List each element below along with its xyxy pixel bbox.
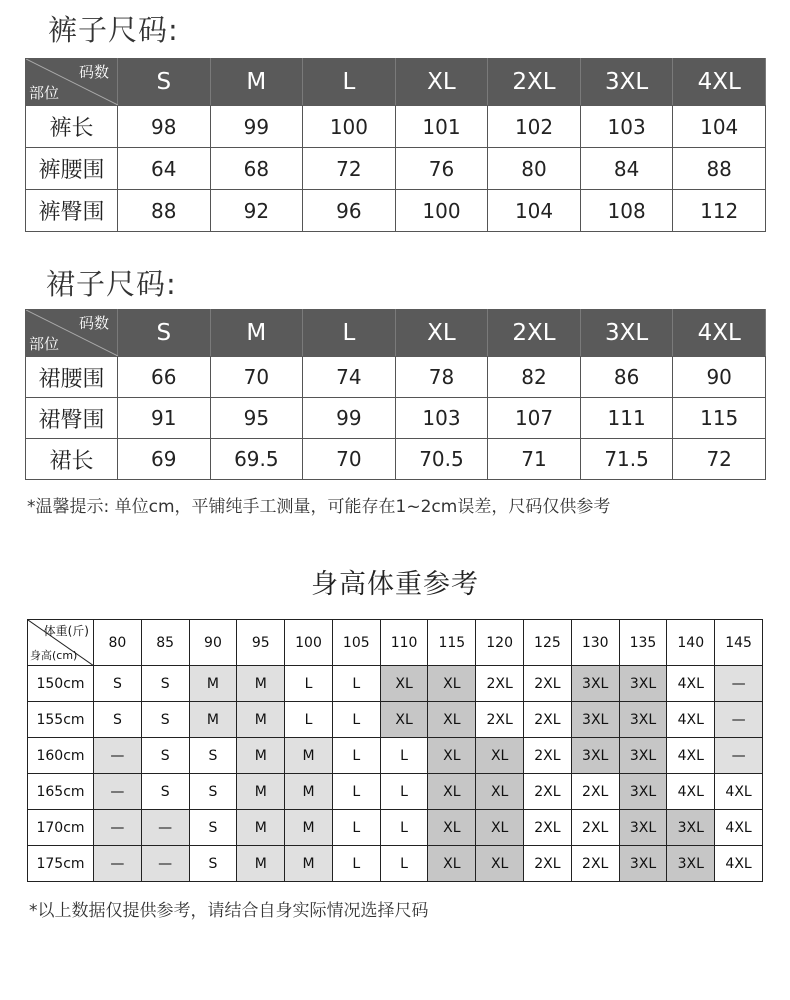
size-header: L (303, 310, 396, 357)
table-cell: 107 (488, 398, 581, 439)
size-header: 4XL (673, 59, 766, 106)
table-cell: 99 (303, 398, 396, 439)
table-cell: 69.5 (210, 439, 303, 480)
corner-part-label: 部位 (29, 84, 60, 102)
size-cell: S (189, 846, 237, 882)
size-cell: S (141, 738, 189, 774)
size-cell: L (380, 738, 428, 774)
table-cell: 95 (210, 398, 303, 439)
size-cell: M (237, 774, 285, 810)
size-header: 2XL (488, 59, 581, 106)
size-header: M (210, 59, 303, 106)
weight-header: 120 (476, 620, 524, 666)
size-cell: — (94, 774, 142, 810)
table-cell: 70 (303, 439, 396, 480)
table-cell: 101 (395, 106, 488, 148)
weight-header: 115 (428, 620, 476, 666)
pants-corner-cell (26, 59, 118, 106)
table-row (28, 738, 763, 774)
size-cell: S (141, 774, 189, 810)
weight-header: 95 (237, 620, 285, 666)
size-header: 4XL (673, 310, 766, 357)
skirt-size-table (25, 309, 766, 480)
table-cell: 69 (118, 439, 211, 480)
size-cell: L (380, 846, 428, 882)
size-header: XL (395, 59, 488, 106)
size-cell: L (380, 774, 428, 810)
table-cell: 96 (303, 190, 396, 232)
table-cell: 72 (673, 439, 766, 480)
size-cell: XL (428, 810, 476, 846)
size-cell: XL (476, 774, 524, 810)
size-cell: M (237, 702, 285, 738)
size-cell: 4XL (715, 846, 763, 882)
size-cell: — (94, 738, 142, 774)
size-cell: 4XL (667, 666, 715, 702)
reference-note: *以上数据仅提供参考，请结合自身实际情况选择尺码 (29, 901, 429, 921)
height-label: 170cm (28, 810, 94, 846)
table-cell: 76 (395, 148, 488, 190)
size-cell: — (94, 810, 142, 846)
size-cell: 3XL (619, 666, 667, 702)
size-cell: XL (380, 666, 428, 702)
corner-part-label: 部位 (29, 335, 60, 353)
size-cell: L (332, 846, 380, 882)
size-cell: M (237, 810, 285, 846)
size-header: 3XL (580, 59, 673, 106)
size-header: XL (395, 310, 488, 357)
table-cell: 102 (488, 106, 581, 148)
table-row (26, 106, 766, 148)
size-cell: L (332, 738, 380, 774)
table-cell: 82 (488, 357, 581, 398)
size-header: S (118, 310, 211, 357)
table-cell: 104 (673, 106, 766, 148)
table-cell: 104 (488, 190, 581, 232)
size-cell: 2XL (524, 738, 572, 774)
size-cell: L (332, 810, 380, 846)
size-cell: XL (428, 666, 476, 702)
ref-corner-cell (28, 620, 94, 666)
row-label: 裙腰围 (26, 357, 118, 398)
height-weight-table (27, 619, 763, 882)
size-cell: XL (428, 702, 476, 738)
table-cell: 99 (210, 106, 303, 148)
size-cell: XL (428, 774, 476, 810)
height-label: 165cm (28, 774, 94, 810)
size-cell: 3XL (571, 702, 619, 738)
table-row (28, 666, 763, 702)
size-cell: S (141, 702, 189, 738)
weight-header: 140 (667, 620, 715, 666)
size-cell: 2XL (476, 666, 524, 702)
table-cell: 68 (210, 148, 303, 190)
weight-header: 135 (619, 620, 667, 666)
size-cell: M (285, 774, 333, 810)
size-header: S (118, 59, 211, 106)
row-label: 裤长 (26, 106, 118, 148)
table-row (26, 398, 766, 439)
size-cell: S (94, 702, 142, 738)
size-cell: 3XL (619, 810, 667, 846)
size-cell: 3XL (571, 738, 619, 774)
size-cell: 2XL (524, 810, 572, 846)
pants-header-row (26, 59, 766, 106)
size-cell: 2XL (571, 846, 619, 882)
table-cell: 71 (488, 439, 581, 480)
size-cell: — (715, 702, 763, 738)
size-cell: — (141, 810, 189, 846)
pants-size-table (25, 58, 766, 232)
table-row (28, 846, 763, 882)
table-cell: 84 (580, 148, 673, 190)
size-cell: XL (476, 846, 524, 882)
skirt-header-row (26, 310, 766, 357)
table-cell: 66 (118, 357, 211, 398)
table-cell: 115 (673, 398, 766, 439)
weight-header: 90 (189, 620, 237, 666)
table-cell: 100 (395, 190, 488, 232)
size-cell: S (141, 666, 189, 702)
height-label: 175cm (28, 846, 94, 882)
size-cell: S (189, 810, 237, 846)
size-cell: — (94, 846, 142, 882)
size-cell: L (380, 810, 428, 846)
size-cell: 3XL (619, 774, 667, 810)
size-cell: M (285, 846, 333, 882)
table-cell: 98 (118, 106, 211, 148)
size-cell: 4XL (715, 810, 763, 846)
weight-header: 130 (571, 620, 619, 666)
height-label: 160cm (28, 738, 94, 774)
table-cell: 70 (210, 357, 303, 398)
size-cell: 4XL (667, 738, 715, 774)
table-cell: 70.5 (395, 439, 488, 480)
size-cell: M (285, 810, 333, 846)
size-cell: M (237, 738, 285, 774)
table-cell: 100 (303, 106, 396, 148)
table-cell: 108 (580, 190, 673, 232)
size-cell: XL (476, 810, 524, 846)
table-cell: 92 (210, 190, 303, 232)
size-cell: 2XL (571, 774, 619, 810)
weight-header: 110 (380, 620, 428, 666)
table-row (26, 439, 766, 480)
row-label: 裙长 (26, 439, 118, 480)
size-cell: XL (476, 738, 524, 774)
weight-header: 85 (141, 620, 189, 666)
corner-weight-label: 体重(斤) (43, 624, 89, 638)
size-cell: — (715, 738, 763, 774)
size-cell: S (189, 774, 237, 810)
weight-header: 145 (715, 620, 763, 666)
size-cell: 4XL (667, 702, 715, 738)
size-cell: 3XL (667, 810, 715, 846)
size-header: 2XL (488, 310, 581, 357)
size-header: 3XL (580, 310, 673, 357)
size-cell: 3XL (619, 738, 667, 774)
size-cell: 2XL (524, 666, 572, 702)
pants-size-title: 裤子尺码: (48, 13, 179, 47)
size-cell: L (332, 666, 380, 702)
size-cell: S (94, 666, 142, 702)
table-cell: 80 (488, 148, 581, 190)
table-cell: 112 (673, 190, 766, 232)
size-header: M (210, 310, 303, 357)
size-cell: 3XL (667, 846, 715, 882)
table-cell: 111 (580, 398, 673, 439)
table-row (28, 774, 763, 810)
row-label: 裤腰围 (26, 148, 118, 190)
size-cell: 4XL (667, 774, 715, 810)
size-cell: 2XL (524, 774, 572, 810)
size-cell: S (189, 738, 237, 774)
size-cell: L (332, 774, 380, 810)
size-cell: XL (428, 738, 476, 774)
table-row (26, 148, 766, 190)
height-label: 150cm (28, 666, 94, 702)
table-cell: 88 (673, 148, 766, 190)
size-cell: 3XL (619, 846, 667, 882)
table-cell: 86 (580, 357, 673, 398)
weight-header: 80 (94, 620, 142, 666)
table-cell: 88 (118, 190, 211, 232)
table-cell: 103 (580, 106, 673, 148)
size-cell: 2XL (571, 810, 619, 846)
row-label: 裙臀围 (26, 398, 118, 439)
table-cell: 71.5 (580, 439, 673, 480)
corner-height-label: 身高(cm) (30, 649, 78, 662)
size-cell: M (189, 702, 237, 738)
size-cell: 2XL (476, 702, 524, 738)
size-cell: 4XL (715, 774, 763, 810)
table-cell: 74 (303, 357, 396, 398)
height-weight-title: 身高体重参考 (311, 569, 479, 600)
table-cell: 72 (303, 148, 396, 190)
height-label: 155cm (28, 702, 94, 738)
table-row (28, 810, 763, 846)
size-cell: XL (380, 702, 428, 738)
size-cell: XL (428, 846, 476, 882)
table-cell: 103 (395, 398, 488, 439)
corner-size-label: 码数 (78, 63, 109, 81)
size-header: L (303, 59, 396, 106)
table-cell: 78 (395, 357, 488, 398)
size-cell: L (332, 702, 380, 738)
size-cell: M (237, 846, 285, 882)
size-cell: — (141, 846, 189, 882)
size-cell: 3XL (571, 666, 619, 702)
table-cell: 90 (673, 357, 766, 398)
table-row (28, 702, 763, 738)
table-cell: 64 (118, 148, 211, 190)
weight-header: 100 (285, 620, 333, 666)
row-label: 裤臀围 (26, 190, 118, 232)
skirt-corner-cell (26, 310, 118, 357)
weight-header: 125 (524, 620, 572, 666)
size-cell: L (285, 702, 333, 738)
skirt-size-title: 裙子尺码: (46, 267, 177, 301)
size-cell: 2XL (524, 702, 572, 738)
table-row (26, 190, 766, 232)
weight-header-row (28, 620, 763, 666)
table-cell: 91 (118, 398, 211, 439)
table-row (26, 357, 766, 398)
size-cell: 2XL (524, 846, 572, 882)
corner-size-label: 码数 (78, 314, 109, 332)
size-cell: — (715, 666, 763, 702)
size-cell: M (285, 738, 333, 774)
weight-header: 105 (332, 620, 380, 666)
size-cell: 3XL (619, 702, 667, 738)
size-cell: M (237, 666, 285, 702)
measurement-note: *温馨提示: 单位cm，平铺纯手工测量，可能存在1~2cm误差，尺码仅供参考 (27, 497, 611, 517)
size-cell: M (189, 666, 237, 702)
size-cell: L (285, 666, 333, 702)
